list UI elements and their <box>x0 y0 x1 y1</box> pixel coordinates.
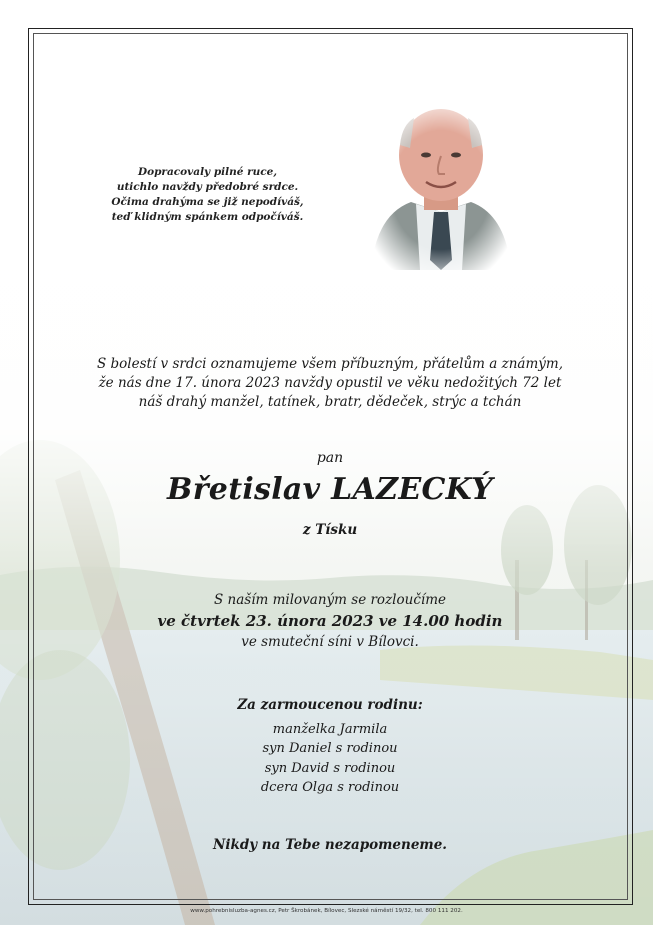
verse-line: teď klidným spánkem odpočíváš. <box>111 211 304 223</box>
farewell-intro: S naším milovaným se rozloučíme <box>214 592 446 608</box>
funeral-details <box>60 590 600 653</box>
funeral-date-time: ve čtvrtek 23. února 2023 ve 14.00 hodin <box>157 612 503 630</box>
mourning-family <box>60 696 600 798</box>
family-heading: Za zarmoucenou rodinu: <box>237 697 423 713</box>
announcement-line: náš drahý manžel, tatínek, bratr, dědeček, strýc a tchán <box>138 394 522 410</box>
closing-phrase: Nikdy na Tebe nezapomeneme. <box>213 837 447 853</box>
funeral-service-footer: www.pohrebnisluzba-agnes.cz, Petr Škrobánek, Bílovec, Slezské náměstí 19/32, tel. 800 111 202. <box>190 908 463 914</box>
death-announcement <box>60 355 600 412</box>
deceased-name: Břetislav LAZECKÝ <box>167 472 493 507</box>
deceased-portrait-photo <box>366 100 516 280</box>
family-member: syn Daniel s rodinou <box>262 741 398 756</box>
family-member: manželka Jarmila <box>272 721 388 737</box>
funeral-location: ve smuteční síni v Bílovci. <box>241 634 419 650</box>
family-member: dcera Olga s rodinou <box>260 780 400 795</box>
family-member: syn David s rodinou <box>264 760 396 776</box>
verse-line: utichlo navždy předobré srdce. <box>116 181 299 193</box>
announcement-line: že nás dne 17. února 2023 navždy opustil ve věku nedožitých 72 let <box>98 375 562 391</box>
deceased-origin: z Tísku <box>302 522 358 538</box>
verse-line: Dopracovaly pilné ruce, <box>137 166 278 178</box>
announcement-line: S bolestí v srdci oznamujeme všem příbuzným, přátelům a známým, <box>96 356 563 372</box>
memorial-verse <box>90 165 325 225</box>
honorific-title: pan <box>316 450 344 466</box>
verse-line: Očima drahýma se již nepodíváš, <box>111 196 304 208</box>
